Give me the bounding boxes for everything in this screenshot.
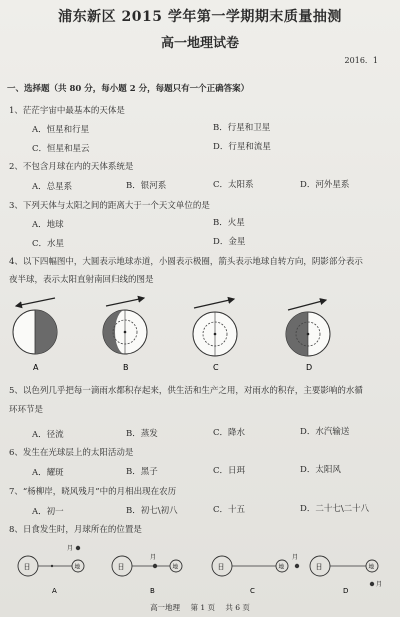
q8-c-sun-label: 日 xyxy=(217,563,225,571)
q4-label-a: A xyxy=(33,363,39,372)
q8-figure-a xyxy=(18,544,84,576)
q1-option-d: D．行星和流星 xyxy=(213,142,271,152)
q7-option-b: B．初七\初八 xyxy=(126,506,178,516)
q8-a-sun-label: 日 xyxy=(23,563,31,571)
question-5-stem-line1: 5、以色列几乎把每一滴雨水都积存起来，供生活和生产之用，对雨水的积存，主要影响的水循 xyxy=(9,386,363,396)
q6-option-a: A．耀斑 xyxy=(32,468,64,478)
q8-c-earth-label: 地 xyxy=(278,564,285,571)
question-4-stem-line1: 4、以下四幅图中，大圆表示地球赤道，小圆表示极圈，箭头表示地球自转方向，阴影部分表示 xyxy=(9,257,363,267)
question-1-stem: 1、茫茫宇宙中最基本的天体是 xyxy=(9,106,125,116)
q4-figure-b xyxy=(103,298,147,354)
q3-option-d: D．金星 xyxy=(213,237,246,247)
q8-d-earth-label: 地 xyxy=(368,564,375,571)
q8-label-a: A xyxy=(52,587,57,595)
q8-figure-b xyxy=(112,553,182,576)
question-8-stem: 8、日食发生时，月球所在的位置是 xyxy=(9,525,142,535)
exam-subtitle: 高一地理试卷 xyxy=(160,36,239,51)
q8-a-earth-label: 地 xyxy=(74,564,81,571)
q8-label-b: B xyxy=(150,587,155,595)
q8-label-c: C xyxy=(250,587,255,595)
q4-label-d: D xyxy=(306,363,313,372)
q1-option-b: B．行星和卫星 xyxy=(213,123,271,133)
q4-figure-a xyxy=(13,298,57,354)
q7-option-a: A．初一 xyxy=(32,507,64,517)
q7-option-d: D．二十七\二十八 xyxy=(300,504,370,514)
footer-total: 共 6 页 xyxy=(225,603,250,612)
q8-figure-d xyxy=(310,556,382,588)
q3-option-c: C．水星 xyxy=(32,239,65,249)
q2-option-c: C．太阳系 xyxy=(213,180,254,190)
q6-option-b: B．黑子 xyxy=(126,467,158,477)
page-footer xyxy=(0,602,400,613)
exam-title: 浦东新区 2015 学年第一学期期末质量抽测 xyxy=(58,9,342,25)
q8-eclipse-figures xyxy=(10,540,395,595)
q8-d-moon-label: 月 xyxy=(376,581,383,588)
q8-c-moon-label: 月 xyxy=(292,554,299,561)
q2-option-d: D．河外星系 xyxy=(300,180,350,190)
q8-b-moon-label: 月 xyxy=(150,554,157,561)
q5-option-c: C．降水 xyxy=(213,428,246,438)
q4-figure-c xyxy=(193,299,237,356)
q4-figure-d xyxy=(286,300,330,356)
question-4-stem-line2: 夜半球，表示太阳直射南回归线的图是 xyxy=(9,275,154,285)
q6-option-c: C．日珥 xyxy=(213,466,246,476)
question-3-stem: 3、下列天体与太阳之间的距离大于一个天文单位的是 xyxy=(9,201,210,211)
q7-option-c: C．十五 xyxy=(213,505,246,515)
q8-a-moon-label: 月 xyxy=(67,545,74,552)
q3-option-b: B．火星 xyxy=(213,218,245,228)
question-7-stem: 7、“杨柳岸，晓风残月”中的月相出现在农历 xyxy=(9,487,177,497)
section-heading: 一、选择题（共 80 分，每小题 2 分，每题只有一个正确答案） xyxy=(7,84,250,94)
q4-earth-figures xyxy=(10,290,395,372)
q6-option-d: D．太阳风 xyxy=(300,465,341,475)
q8-figure-c xyxy=(212,553,299,576)
question-6-stem: 6、发生在光球层上的太阳活动是 xyxy=(9,448,134,458)
question-2-stem: 2、不包含月球在内的天体系统是 xyxy=(9,162,134,172)
q3-option-a: A．地球 xyxy=(32,220,64,230)
q4-label-c: C xyxy=(213,363,219,372)
footer-page: 第 1 页 xyxy=(190,603,215,612)
q2-option-a: A．总星系 xyxy=(32,182,73,192)
q8-b-earth-label: 地 xyxy=(172,564,179,571)
q4-label-b: B xyxy=(123,363,129,372)
q2-option-b: B．银河系 xyxy=(126,181,167,191)
q1-option-c: C．恒星和星云 xyxy=(32,144,90,154)
footer-subject: 高一地理 xyxy=(150,603,181,612)
q8-b-sun-label: 日 xyxy=(117,563,125,571)
question-5-stem-line2: 环环节是 xyxy=(9,405,44,415)
exam-date: 2016．1 xyxy=(344,56,378,65)
q5-option-d: D．水汽输送 xyxy=(300,427,350,437)
q5-option-a: A．径流 xyxy=(32,430,64,440)
q8-d-sun-label: 日 xyxy=(315,563,323,571)
q8-label-d: D xyxy=(343,587,349,595)
q5-option-b: B．蒸发 xyxy=(126,429,158,439)
q1-option-a: A．恒星和行星 xyxy=(32,125,90,135)
